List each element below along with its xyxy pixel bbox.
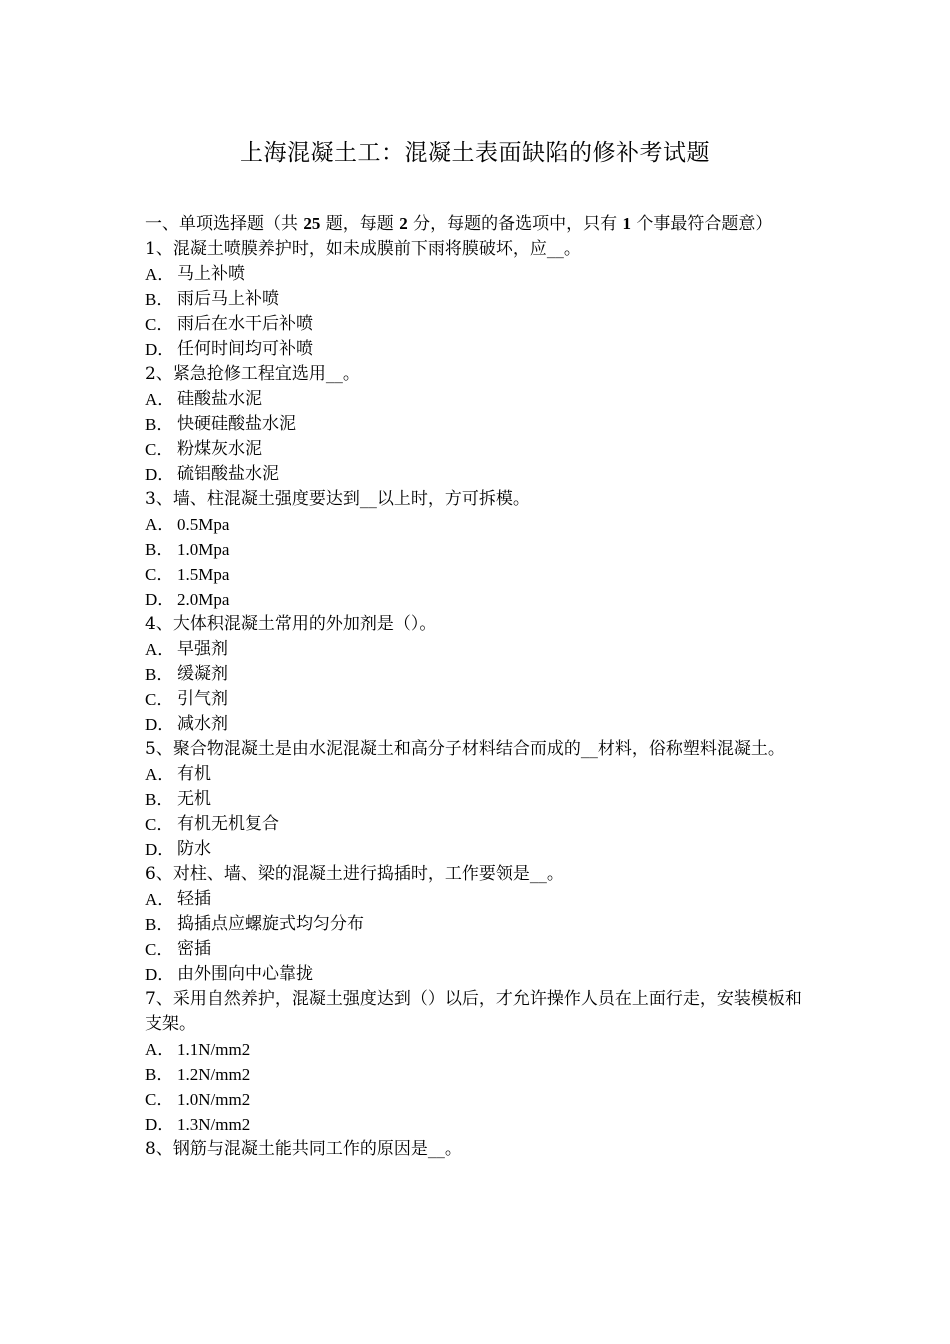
option-text: 2.0Mpa: [177, 590, 230, 609]
section-one: 1: [622, 214, 632, 233]
option-letter: B．: [145, 290, 174, 309]
option-text: 轻插: [177, 889, 211, 909]
question-option: [145, 312, 807, 337]
document-title: 上海混凝土工：混凝土表面缺陷的修补考试题: [240, 140, 710, 166]
option-text: 雨后在水干后补喷: [177, 314, 313, 334]
option-text: 无机: [177, 789, 211, 809]
question-option: [145, 262, 807, 287]
option-text: 防水: [177, 839, 211, 859]
question-text: 8、钢筋与混凝土能共同工作的原因是__。: [145, 1139, 462, 1159]
option-text: 减水剂: [177, 714, 228, 734]
option-text: 1.3N/mm2: [177, 1115, 251, 1134]
option-text: 粉煤灰水泥: [177, 439, 262, 459]
option-letter: C．: [145, 1090, 174, 1109]
option-letter: D．: [145, 590, 175, 609]
section-question-count: 25: [303, 214, 321, 233]
option-letter: D．: [145, 1115, 175, 1134]
option-text: 0.5Mpa: [177, 515, 230, 534]
option-letter: A．: [145, 390, 175, 409]
option-letter: B．: [145, 790, 174, 809]
section-header-mid2: 分，每题的备选项中，只有: [407, 214, 623, 234]
question-option: [145, 637, 807, 662]
option-letter: B．: [145, 540, 174, 559]
question-option: [145, 762, 807, 787]
option-text: 硫铝酸盐水泥: [177, 464, 279, 484]
question-option: [145, 462, 807, 487]
question-option: [145, 562, 807, 587]
question-text: 7、采用自然养护，混凝土强度达到（）以后，才允许操作人员在上面行走，安装模板和支架。: [145, 989, 802, 1034]
option-letter: D．: [145, 840, 175, 859]
option-letter: B．: [145, 915, 174, 934]
question-option: [145, 887, 807, 912]
option-text: 硅酸盐水泥: [177, 389, 262, 409]
option-letter: D．: [145, 465, 175, 484]
question-text: 3、墙、柱混凝土强度要达到__以上时，方可拆模。: [145, 489, 530, 509]
question-option: [145, 1087, 807, 1112]
question-option: [145, 287, 807, 312]
option-text: 1.5Mpa: [177, 565, 230, 584]
option-text: 密插: [177, 939, 211, 959]
option-letter: B．: [145, 665, 174, 684]
question-option: [145, 412, 807, 437]
question-option: [145, 1037, 807, 1062]
document-body: [145, 211, 807, 1162]
section-header-suffix: 个事最符合题意）: [631, 214, 773, 234]
question-text: 1、混凝土喷膜养护时，如未成膜前下雨将膜破坏，应__。: [145, 239, 581, 259]
option-letter: C．: [145, 440, 174, 459]
option-text: 早强剂: [177, 639, 228, 659]
question-text: 6、对柱、墙、梁的混凝土进行捣插时，工作要领是__。: [145, 864, 564, 884]
option-text: 快硬硅酸盐水泥: [177, 414, 296, 434]
question-text: 4、大体积混凝土常用的外加剂是（）。: [145, 614, 437, 634]
option-letter: A．: [145, 515, 175, 534]
question-option: [145, 937, 807, 962]
question-option: [145, 512, 807, 537]
option-text: 1.0Mpa: [177, 540, 230, 559]
option-text: 有机: [177, 764, 211, 784]
option-letter: B．: [145, 1065, 174, 1084]
section-header: [145, 211, 807, 237]
question-option: [145, 662, 807, 687]
question-text: 2、紧急抢修工程宜选用__。: [145, 364, 360, 384]
option-text: 任何时间均可补喷: [177, 339, 313, 359]
option-text: 引气剂: [177, 689, 228, 709]
option-text: 由外围向中心靠拢: [177, 964, 313, 984]
option-text: 马上补喷: [177, 264, 245, 284]
option-letter: A．: [145, 265, 175, 284]
section-header-mid1: 题，每题: [320, 214, 400, 234]
option-letter: C．: [145, 315, 174, 334]
question-option: [145, 787, 807, 812]
option-letter: B．: [145, 415, 174, 434]
option-text: 有机无机复合: [177, 814, 279, 834]
question-option: [145, 687, 807, 712]
option-letter: C．: [145, 940, 174, 959]
question-option: [145, 912, 807, 937]
option-letter: C．: [145, 690, 174, 709]
option-letter: A．: [145, 765, 175, 784]
question-option: [145, 387, 807, 412]
question-option: [145, 1112, 807, 1137]
question-option: [145, 1062, 807, 1087]
option-letter: C．: [145, 815, 174, 834]
option-text: 1.1N/mm2: [177, 1040, 251, 1059]
question-option: [145, 962, 807, 987]
option-letter: A．: [145, 1040, 175, 1059]
option-letter: D．: [145, 715, 175, 734]
option-letter: C．: [145, 565, 174, 584]
question-option: [145, 712, 807, 737]
option-letter: A．: [145, 890, 175, 909]
option-text: 缓凝剂: [177, 664, 228, 684]
question-option: [145, 837, 807, 862]
question-text: 5、聚合物混凝土是由水泥混凝土和高分子材料结合而成的__材料，俗称塑料混凝土。: [145, 739, 785, 759]
question-option: [145, 587, 807, 612]
option-text: 1.2N/mm2: [177, 1065, 251, 1084]
option-text: 1.0N/mm2: [177, 1090, 251, 1109]
option-letter: D．: [145, 965, 175, 984]
question-option: [145, 812, 807, 837]
option-text: 雨后马上补喷: [177, 289, 279, 309]
option-text: 捣插点应螺旋式均匀分布: [177, 914, 364, 934]
option-letter: A．: [145, 640, 175, 659]
question-list: [145, 237, 807, 1162]
section-header-prefix: 一、单项选择题（共: [145, 214, 304, 234]
question-option: [145, 537, 807, 562]
option-letter: D．: [145, 340, 175, 359]
section-points: 2: [399, 214, 408, 233]
question-option: [145, 437, 807, 462]
question-option: [145, 337, 807, 362]
